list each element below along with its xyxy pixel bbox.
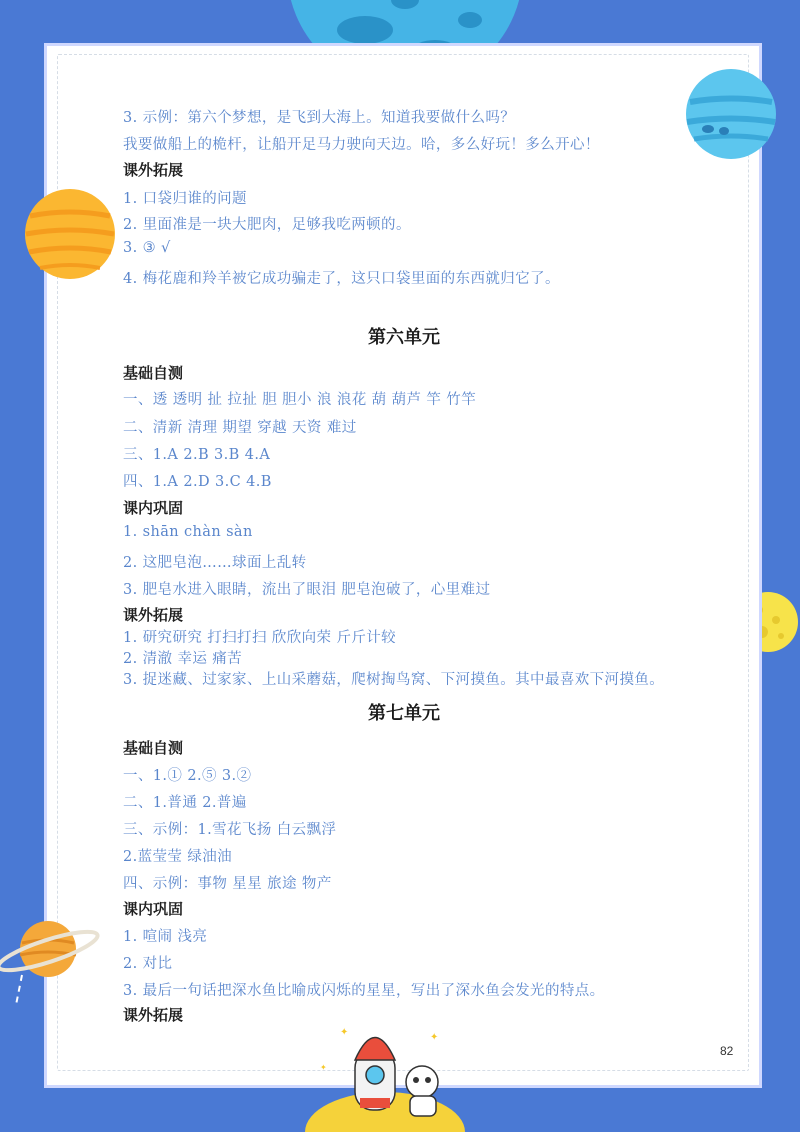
answer-line: 2. 这肥皂泡……球面上乱转 [123,555,307,571]
answer-line: 3. ③ √ [123,240,171,256]
answer-line: 一、1.① 2.⑤ 3.② [123,768,252,784]
section-heading: 课内巩固 [123,900,184,918]
answer-line: 二、清新 清理 期望 穿越 天资 难过 [123,420,357,436]
unit-title: 第六单元 [368,327,440,348]
answer-line: 三、1.A 2.B 3.B 4.A [123,447,271,463]
rocket-astronaut-illustration [300,1020,470,1132]
unit-title: 第七单元 [368,703,440,724]
svg-text:✦: ✦ [340,1027,349,1038]
answer-page [44,43,762,1088]
answer-line: 3. 肥皂水进入眼睛，流出了眼泪 肥皂泡破了，心里难过 [123,582,491,598]
answer-line: 四、示例：事物 星星 旅途 物产 [123,876,332,892]
answer-line: 1. 口袋归谁的问题 [123,191,247,207]
answer-line: 4. 梅花鹿和羚羊被它成功骗走了，这只口袋里面的东西就归它了。 [123,271,560,287]
answer-line: 2. 对比 [123,956,173,972]
orange-planet-icon [22,186,118,282]
answer-line: 二、1.普通 2.普遍 [123,795,247,811]
ringed-planet-icon [0,905,110,1015]
section-heading: 课外拓展 [123,1006,184,1024]
answer-line: 1. 喧闹 浅亮 [123,929,208,945]
svg-text:✦: ✦ [320,1063,327,1072]
blue-planet-icon [684,67,778,161]
svg-text:✦: ✦ [430,1032,439,1043]
answer-line: 四、1.A 2.D 3.C 4.B [123,474,272,490]
answer-line: 3. 最后一句话把深水鱼比喻成闪烁的星星，写出了深水鱼会发光的特点。 [123,983,605,999]
text-line: 3. 示例：第六个梦想，是飞到大海上。知道我要做什么吗？ [123,110,516,126]
answer-line: 2. 里面准是一块大肥肉，足够我吃两顿的。 [123,217,411,233]
section-heading: 基础自测 [123,364,184,382]
page-number: 82 [720,1044,734,1058]
text-line: 我要做船上的桅杆，让船开足马力驶向天边。哈，多么好玩！多么开心！ [123,137,600,153]
section-heading: 课外拓展 [123,161,184,179]
section-heading: 课外拓展 [123,606,184,624]
section-heading: 基础自测 [123,739,184,757]
answer-line: 一、透 透明 扯 拉扯 胆 胆小 浪 浪花 葫 葫芦 竿 竹竿 [123,392,477,408]
answer-line: 2. 清澈 幸运 痛苦 [123,651,243,667]
answer-line: 1. shān chàn sàn [123,524,253,540]
section-heading: 课内巩固 [123,499,184,517]
content-area [123,46,763,1086]
answer-line: 三、示例：1.雪花飞扬 白云飘浮 [123,822,337,838]
answer-line: 1. 研究研究 打扫打扫 欣欣向荣 斤斤计较 [123,630,397,646]
answer-line: 2.蓝莹莹 绿油油 [123,849,233,865]
answer-line: 3. 捉迷藏、过家家、上山采蘑菇，爬树掏鸟窝、下河摸鱼。其中最喜欢下河摸鱼。 [123,672,665,688]
